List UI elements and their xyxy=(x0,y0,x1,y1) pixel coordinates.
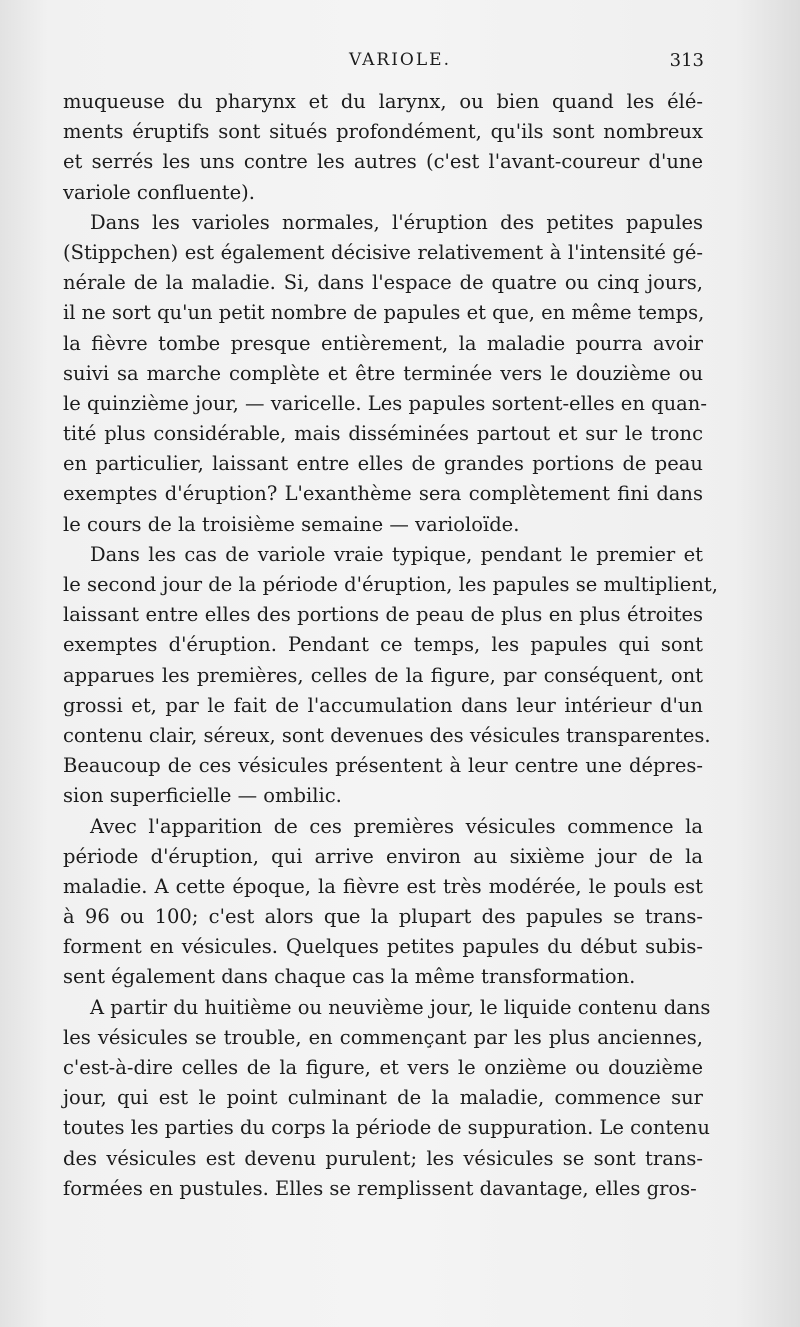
text-line: Dans les cas de variole vraie typique, pendant le premier et xyxy=(90,542,703,566)
text-line: ments éruptifs sont situés profondément, qu'ils sont nombreux xyxy=(63,120,703,144)
text-line: sion superficielle — ombilic. xyxy=(63,784,342,808)
paragraph xyxy=(63,812,703,993)
text-line: tité plus considérable, mais disséminées partout et sur le tronc xyxy=(63,422,703,446)
paragraph xyxy=(63,540,718,812)
text-line: sent également dans chaque cas la même transformation. xyxy=(63,965,636,989)
text-line: apparues les premières, celles de la figure, par conséquent, ont xyxy=(63,663,703,687)
text-line: toutes les parties du corps la période de suppuration. Le contenu xyxy=(63,1116,710,1140)
running-title: VARIOLE. xyxy=(349,50,451,70)
page-header xyxy=(0,48,800,78)
text-line: Avec l'apparition de ces premières vésicules commence la xyxy=(90,814,703,838)
text-line: forment en vésicules. Quelques petites papules du début subis- xyxy=(63,935,703,959)
text-line: en particulier, laissant entre elles de grandes portions de peau xyxy=(63,452,703,476)
text-line: suivi sa marche complète et être terminée vers le douzième ou xyxy=(63,361,703,385)
text-line: muqueuse du pharynx et du larynx, ou bien quand les élé- xyxy=(63,90,703,113)
page-number: 313 xyxy=(669,50,704,71)
text-line: formées en pustules. Elles se remplissent davantage, elles gros- xyxy=(63,1176,697,1200)
text-line: le second jour de la période d'éruption, les papules se multiplient, xyxy=(63,573,718,596)
text-line: (Stippchen) est également décisive relativement à l'intensité gé- xyxy=(63,240,703,264)
body-text xyxy=(63,87,718,1204)
text-line: il ne sort qu'un petit nombre de papules et que, en même temps, xyxy=(63,301,705,325)
text-line: Beaucoup de ces vésicules présentent à leur centre une dépres- xyxy=(63,754,703,778)
text-line: maladie. A cette époque, la fièvre est très modérée, le pouls est xyxy=(63,874,703,898)
text-line: A partir du huitième ou neuvième jour, le liquide contenu dans xyxy=(90,995,711,1019)
text-line: les vésicules se trouble, en commençant par les plus anciennes, xyxy=(63,1025,703,1049)
text-line: jour, qui est le point culminant de la maladie, commence sur xyxy=(63,1086,703,1110)
text-line: la fièvre tombe presque entièrement, la maladie pourra avoir xyxy=(63,331,703,355)
paragraph xyxy=(63,208,707,540)
text-line: à 96 ou 100; c'est alors que la plupart des papules se trans- xyxy=(63,905,703,929)
text-line: le cours de la troisième semaine — varioloïde. xyxy=(63,512,520,536)
text-line: exemptes d'éruption. Pendant ce temps, les papules qui sont xyxy=(63,633,703,657)
text-line: et serrés les uns contre les autres (c'est l'avant-coureur d'une xyxy=(63,150,703,174)
text-line: c'est-à-dire celles de la figure, et vers le onzième ou douzième xyxy=(63,1056,703,1079)
text-line: grossi et, par le fait de l'accumulation dans leur intérieur d'un xyxy=(63,693,703,717)
text-line: Dans les varioles normales, l'éruption des petites papules xyxy=(90,210,703,234)
text-line: période d'éruption, qui arrive environ au sixième jour de la xyxy=(63,844,703,868)
text-line: le quinzième jour, — varicelle. Les papules sortent-elles en quan- xyxy=(63,391,707,415)
paragraph xyxy=(63,993,711,1204)
text-line: nérale de la maladie. Si, dans l'espace de quatre ou cinq jours, xyxy=(63,271,703,295)
text-line: des vésicules est devenu purulent; les vésicules se sont trans- xyxy=(63,1146,703,1170)
text-line: contenu clair, séreux, sont devenues des vésicules transparentes. xyxy=(63,723,711,747)
paragraph xyxy=(63,87,703,208)
text-line: laissant entre elles des portions de peau de plus en plus étroites xyxy=(63,603,703,627)
text-line: exemptes d'éruption? L'exanthème sera complètement fini dans xyxy=(63,482,703,506)
text-line: variole confluente). xyxy=(63,180,255,204)
